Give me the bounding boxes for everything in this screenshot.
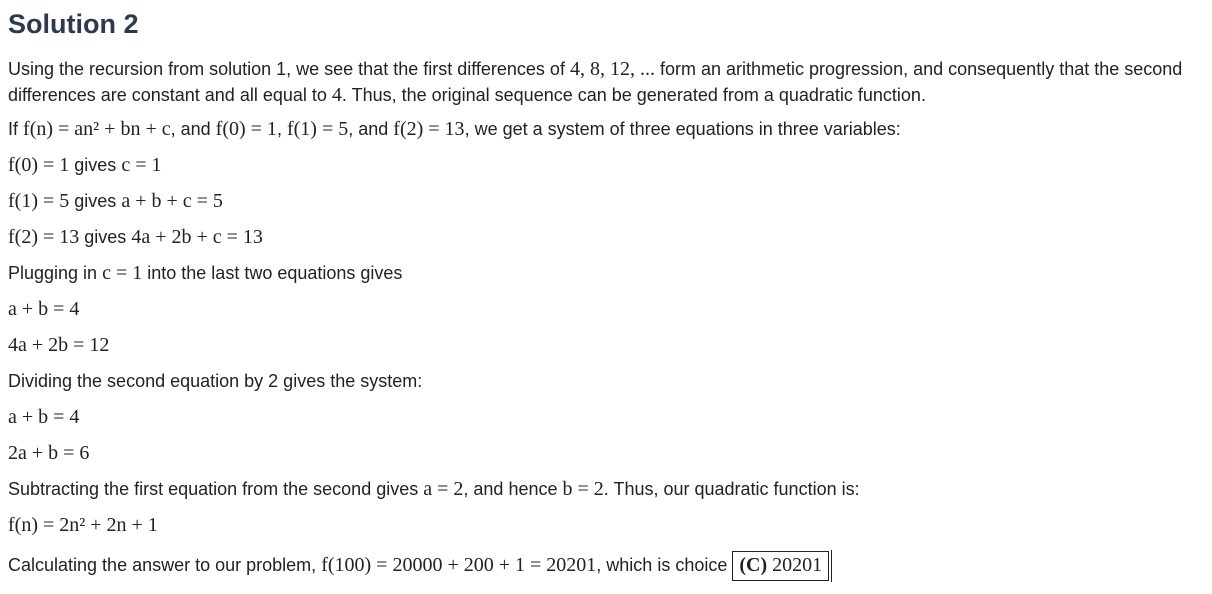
eq3-lhs: f(2) = 13: [8, 226, 80, 248]
divide-line: [8, 368, 1204, 394]
subtract-b-value: b = 2: [562, 478, 604, 500]
subtract-post: . Thus, our quadratic function is:: [603, 479, 860, 499]
equation-1: [8, 152, 1204, 178]
plug-pre: Plugging in: [8, 263, 98, 283]
intro-text-1: Using the recursion from solution 1, we see that the first differences of: [8, 59, 565, 79]
setup-comma: ,: [276, 119, 282, 139]
intro-paragraph: [8, 56, 1204, 108]
equation-2: [8, 188, 1204, 214]
quadratic-line: [8, 512, 1204, 538]
eq2-rhs: a + b + c = 5: [121, 190, 223, 212]
system-1-eq-b: [8, 332, 1204, 358]
eq1-gives: gives: [74, 155, 117, 175]
setup-f1: f(1) = 5: [286, 118, 349, 140]
setup-line: [8, 116, 1204, 142]
quadratic-function: f(n) = 2n² + 2n + 1: [8, 514, 158, 536]
plug-post: into the last two equations gives: [147, 263, 403, 283]
system-2-eq-b: [8, 440, 1204, 466]
subtract-a-value: a = 2: [423, 478, 464, 500]
answer-value: 20201: [772, 554, 823, 576]
final-mid: , which is choice: [596, 554, 728, 575]
eq3-gives: gives: [84, 227, 127, 247]
eq1-rhs: c = 1: [121, 154, 162, 176]
eq1-lhs: f(0) = 1: [8, 154, 70, 176]
solution-content: [8, 6, 1204, 576]
setup-if: If: [8, 119, 19, 139]
final-expr: f(100) = 20000 + 200 + 1 = 20201: [321, 553, 597, 576]
subtract-line: [8, 476, 1204, 502]
intro-text-2: form an arithmetic progression, and consequently that the second differences are constant and all equal to: [8, 59, 1183, 105]
intro-four: 4: [331, 84, 342, 106]
eq2-lhs: f(1) = 5: [8, 190, 70, 212]
setup-and-2: , and: [348, 119, 389, 139]
system-2-eq-a: [8, 404, 1204, 430]
answer-box-edge: [831, 550, 832, 582]
divide-text: Dividing the second equation by 2 gives the system:: [8, 371, 423, 391]
setup-tail: , we get a system of three equations in three variables:: [464, 119, 901, 139]
subtract-mid: , and hence: [463, 479, 558, 499]
equation-3: [8, 224, 1204, 250]
solution-heading: Solution 2: [8, 9, 139, 39]
sys1-eq-b: 4a + 2b = 12: [8, 334, 110, 356]
system-1-eq-a: [8, 296, 1204, 322]
eq3-rhs: 4a + 2b + c = 13: [131, 226, 263, 248]
intro-text-3: . Thus, the original sequence can be generated from a quadratic function.: [341, 85, 926, 105]
sys2-eq-b: 2a + b = 6: [8, 442, 90, 464]
setup-f2: f(2) = 13: [393, 118, 465, 140]
sys2-eq-a: a + b = 4: [8, 406, 80, 428]
final-line: [8, 550, 1204, 576]
setup-function: f(n) = an² + bn + c: [23, 118, 171, 140]
sys1-eq-a: a + b = 4: [8, 298, 80, 320]
answer-letter: (C): [739, 554, 768, 576]
intro-sequence: 4, 8, 12, ...: [569, 58, 655, 80]
plug-expr: c = 1: [102, 262, 143, 284]
setup-f0: f(0) = 1: [215, 118, 277, 140]
final-pre: Calculating the answer to our problem,: [8, 554, 317, 575]
subtract-pre: Subtracting the first equation from the second gives: [8, 479, 419, 499]
setup-and-1: , and: [170, 119, 211, 139]
answer-box: [732, 551, 829, 581]
eq2-gives: gives: [74, 191, 117, 211]
plug-line: [8, 260, 1204, 286]
